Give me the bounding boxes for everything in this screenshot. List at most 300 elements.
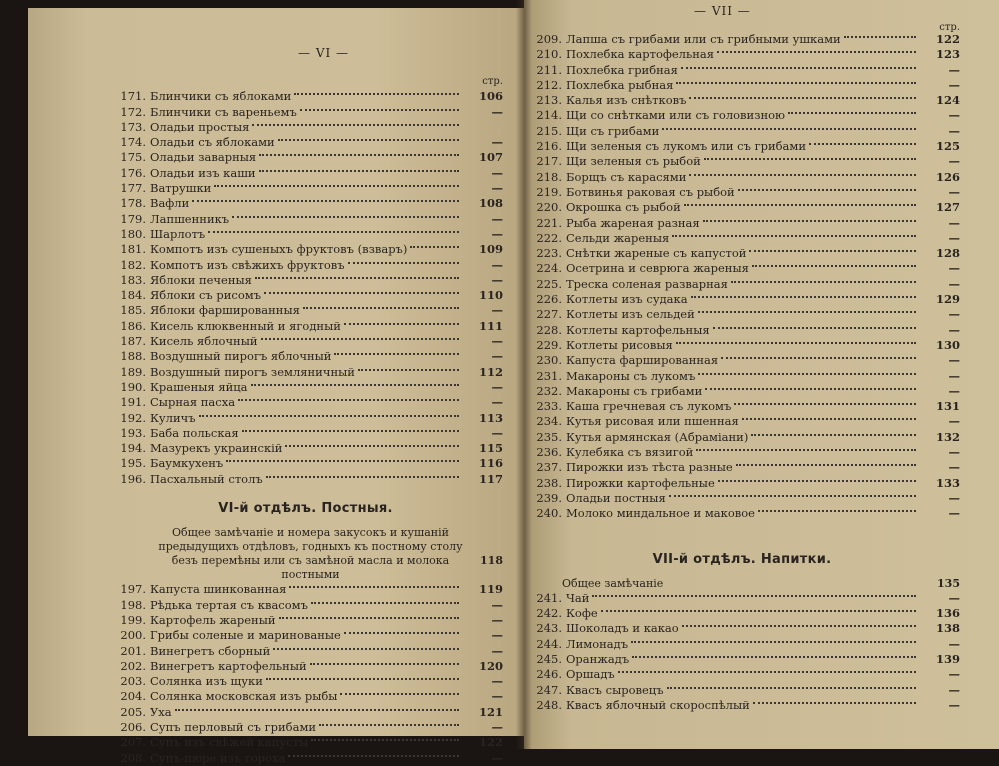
item-title: Оршадъ — [566, 667, 615, 682]
item-page: 123 — [935, 47, 960, 62]
dot-leader — [266, 678, 459, 680]
dot-leader — [684, 204, 916, 206]
item-page: — — [948, 230, 960, 245]
item-number: 195. — [120, 456, 146, 471]
dot-leader — [734, 403, 916, 405]
list-item — [524, 491, 960, 506]
item-page: 136 — [935, 606, 960, 621]
item-title: Лимонадъ — [566, 636, 629, 651]
item-title: Котлеты картофельныя — [566, 322, 710, 337]
item-title: Макароны съ грибами — [566, 383, 703, 398]
item-number: 223. — [536, 246, 562, 261]
item-title: Уха — [150, 704, 172, 719]
item-page: — — [948, 636, 960, 651]
section-note — [524, 577, 960, 591]
list-item — [524, 307, 960, 322]
dot-leader — [689, 174, 916, 176]
dot-leader — [279, 617, 459, 619]
item-number: 236. — [536, 445, 562, 460]
item-title: Картофель жареный — [150, 612, 276, 627]
list-item — [108, 181, 503, 196]
list-item — [108, 582, 503, 597]
dot-leader — [199, 415, 459, 417]
dot-leader — [742, 418, 916, 420]
list-item — [524, 185, 960, 200]
item-title: Супъ-пюре изъ гороха — [150, 750, 286, 765]
item-number: 233. — [536, 399, 562, 414]
item-page: 113 — [478, 410, 503, 425]
dot-leader — [731, 281, 916, 283]
list-item — [524, 430, 960, 445]
dot-leader — [691, 296, 916, 298]
list-item — [108, 472, 503, 487]
list-item — [524, 78, 960, 93]
item-page: — — [491, 104, 503, 119]
item-title: Воздушный пирогъ яблочный — [150, 349, 332, 364]
dot-leader — [300, 109, 459, 111]
item-title: Оладьи простыя — [150, 119, 250, 134]
item-page: 109 — [478, 242, 503, 257]
item-number: 231. — [536, 368, 562, 383]
list-item — [524, 323, 960, 338]
item-title: Кутья армянская (Абраміани) — [566, 429, 749, 444]
item-number: 174. — [120, 135, 146, 150]
list-item — [108, 227, 503, 242]
item-title: Сырная пасха — [150, 395, 236, 410]
dot-leader — [294, 93, 459, 95]
item-page: — — [948, 460, 960, 475]
item-title: Каша гречневая съ лукомъ — [566, 399, 732, 414]
dot-leader — [753, 702, 916, 704]
item-number: 173. — [120, 119, 146, 134]
list-item — [524, 231, 960, 246]
list-item — [108, 720, 503, 735]
list-item — [108, 659, 503, 674]
item-page: 133 — [935, 475, 960, 490]
item-title: Лапшенникъ — [150, 211, 230, 226]
item-number: 214. — [536, 108, 562, 123]
list-item — [108, 303, 503, 318]
item-page: — — [948, 276, 960, 291]
item-number: 229. — [536, 337, 562, 352]
item-title: Котлеты рисовыя — [566, 337, 673, 352]
list-item — [108, 273, 503, 288]
item-title: Капуста фаршированная — [566, 353, 719, 368]
item-number: 208. — [120, 750, 146, 765]
item-title: Грибы соленые и маринованые — [150, 628, 341, 643]
list-item — [524, 93, 960, 108]
dot-leader — [311, 602, 459, 604]
page-number: — VII — — [694, 4, 751, 18]
list-item — [108, 319, 503, 334]
item-title: Кисель яблочный — [150, 334, 258, 349]
dot-leader — [259, 170, 459, 172]
list-item — [108, 150, 503, 165]
item-number: 226. — [536, 292, 562, 307]
dot-leader — [844, 36, 916, 38]
list-item — [524, 124, 960, 139]
dot-leader — [242, 430, 459, 432]
list-item — [524, 683, 960, 698]
item-title: Супъ перловый съ грибами — [150, 719, 317, 734]
page-col-header: стр. — [939, 22, 960, 33]
dot-leader — [618, 671, 916, 673]
item-number: 172. — [120, 104, 146, 119]
item-title: Яблоки фаршированныя — [150, 303, 300, 318]
dot-leader — [289, 586, 459, 588]
item-page: 139 — [935, 651, 960, 666]
item-number: 191. — [120, 395, 146, 410]
item-page: 132 — [935, 429, 960, 444]
item-title: Квасъ сыровецъ — [566, 682, 664, 697]
item-page: — — [491, 349, 503, 364]
item-number: 188. — [120, 349, 146, 364]
dot-leader — [758, 510, 916, 512]
item-title: Борщъ съ карасями — [566, 169, 687, 184]
item-title: Оладьи съ яблоками — [150, 135, 275, 150]
dot-leader — [676, 82, 916, 84]
list-item — [108, 365, 503, 380]
item-title: Рыба жареная разная — [566, 215, 700, 230]
list-item — [524, 414, 960, 429]
dot-leader — [238, 399, 459, 401]
dot-leader — [344, 323, 459, 325]
list-item — [524, 445, 960, 460]
page-number: — VI — — [298, 46, 350, 60]
item-number: 175. — [120, 150, 146, 165]
item-number: 245. — [536, 651, 562, 666]
list-item — [524, 399, 960, 414]
list-item — [108, 674, 503, 689]
item-number: 183. — [120, 272, 146, 287]
item-number: 197. — [120, 582, 146, 597]
note-text: Общее замѣчаніе — [562, 576, 664, 590]
dot-leader — [749, 250, 916, 252]
list-item — [108, 426, 503, 441]
list-item — [108, 212, 503, 227]
item-page: — — [948, 123, 960, 138]
item-page: — — [491, 425, 503, 440]
list-item — [524, 32, 960, 47]
item-title: Ботвинья раковая съ рыбой — [566, 184, 735, 199]
item-page: — — [491, 597, 503, 612]
item-page: — — [491, 395, 503, 410]
item-title: Супъ изъ свѣжей капусты — [150, 735, 309, 750]
item-page: — — [948, 506, 960, 521]
dot-leader — [662, 128, 916, 130]
item-number: 202. — [120, 658, 146, 673]
item-page: — — [948, 307, 960, 322]
item-page: — — [491, 750, 503, 765]
item-title: Вафли — [150, 196, 190, 211]
item-page: — — [491, 303, 503, 318]
item-number: 244. — [536, 636, 562, 651]
dot-leader — [713, 327, 916, 329]
dot-leader — [788, 112, 916, 114]
dot-leader — [698, 373, 916, 375]
item-title: Лапша съ грибами или съ грибными ушками — [566, 32, 841, 46]
dot-leader — [310, 663, 459, 665]
list-item — [108, 441, 503, 456]
dot-leader — [601, 610, 916, 612]
item-title: Оладьи изъ каши — [150, 165, 256, 180]
item-number: 225. — [536, 276, 562, 291]
item-page: — — [491, 643, 503, 658]
item-number: 243. — [536, 621, 562, 636]
dot-leader — [259, 154, 459, 156]
item-title: Куличъ — [150, 410, 196, 425]
item-title: Винегретъ сборный — [150, 643, 271, 658]
list-item — [524, 200, 960, 215]
list-item — [524, 170, 960, 185]
item-page: 121 — [478, 704, 503, 719]
dot-leader — [334, 353, 459, 355]
item-page: 127 — [935, 200, 960, 215]
item-title: Блинчики съ вареньемъ — [150, 104, 297, 119]
dot-leader — [255, 277, 459, 279]
list-item — [108, 613, 503, 628]
dot-leader — [718, 480, 916, 482]
item-page: — — [491, 719, 503, 734]
item-title: Ватрушки — [150, 181, 212, 196]
item-title: Баба польская — [150, 425, 239, 440]
item-number: 201. — [120, 643, 146, 658]
item-number: 184. — [120, 288, 146, 303]
item-title: Квасъ яблочный скороспѣлый — [566, 697, 750, 712]
list-item — [108, 242, 503, 257]
item-title: Блинчики съ яблоками — [150, 89, 292, 104]
item-title: Щи со снѣтками или съ головизною — [566, 108, 786, 123]
item-title: Компотъ изъ сушеныхъ фруктовъ (взваръ) — [150, 242, 408, 257]
item-page: — — [948, 353, 960, 368]
item-number: 177. — [120, 181, 146, 196]
item-number: 181. — [120, 242, 146, 257]
item-page: 122 — [935, 32, 960, 46]
section-title: VI-й отдѣлъ. Постныя. — [218, 501, 393, 517]
dot-leader — [252, 124, 459, 126]
page-col-header: стр. — [482, 76, 503, 87]
toc-column — [524, 20, 960, 713]
item-page: — — [491, 379, 503, 394]
dot-leader — [319, 724, 459, 726]
item-number: 242. — [536, 606, 562, 621]
dot-leader — [192, 200, 459, 202]
list-item — [108, 411, 503, 426]
item-page: 106 — [478, 89, 503, 104]
item-title: Сельди жареныя — [566, 230, 670, 245]
item-title: Похлебка рыбная — [566, 77, 674, 92]
dot-leader — [208, 231, 459, 233]
item-page: — — [491, 226, 503, 241]
item-page: — — [491, 689, 503, 704]
item-page: — — [491, 674, 503, 689]
item-title: Оранжадъ — [566, 651, 630, 666]
list-item — [108, 395, 503, 410]
dot-leader — [348, 262, 459, 264]
item-number: 194. — [120, 441, 146, 456]
item-number: 207. — [120, 735, 146, 750]
list-item — [108, 644, 503, 659]
dot-leader — [676, 342, 916, 344]
list-item — [524, 621, 960, 636]
item-number: 176. — [120, 165, 146, 180]
dot-leader — [632, 656, 916, 658]
item-number: 199. — [120, 612, 146, 627]
list-item — [108, 735, 503, 750]
item-number: 237. — [536, 460, 562, 475]
item-title: Котлеты изъ сельдей — [566, 307, 695, 322]
item-number: 189. — [120, 364, 146, 379]
item-number: 221. — [536, 215, 562, 230]
item-number: 227. — [536, 307, 562, 322]
list-item — [108, 628, 503, 643]
column-header-row — [108, 74, 503, 89]
dot-leader — [751, 434, 916, 436]
item-title: Макароны съ лукомъ — [566, 368, 696, 383]
item-title: Солянка московская изъ рыбы — [150, 689, 338, 704]
list-item — [524, 246, 960, 261]
item-title: Компотъ изъ свѣжихъ фруктовъ — [150, 257, 345, 272]
item-number: 234. — [536, 414, 562, 429]
item-title: Треска соленая разварная — [566, 276, 728, 291]
item-page: — — [491, 334, 503, 349]
item-page: — — [948, 77, 960, 92]
note-page: 135 — [937, 576, 960, 590]
item-number: 179. — [120, 211, 146, 226]
item-number: 203. — [120, 674, 146, 689]
list-item — [524, 292, 960, 307]
item-number: 186. — [120, 318, 146, 333]
item-number: 216. — [536, 139, 562, 154]
right-page — [524, 0, 999, 749]
item-number: 178. — [120, 196, 146, 211]
dot-leader — [232, 216, 459, 218]
item-number: 193. — [120, 425, 146, 440]
list-item — [524, 139, 960, 154]
list-item — [524, 476, 960, 491]
item-number: 180. — [120, 226, 146, 241]
item-title: Пирожки картофельные — [566, 475, 715, 490]
dot-leader — [669, 495, 916, 497]
item-number: 211. — [536, 62, 562, 77]
item-title: Капуста шинкованная — [150, 582, 287, 597]
list-item — [524, 637, 960, 652]
dot-leader — [175, 709, 459, 711]
dot-leader — [809, 143, 916, 145]
dot-leader — [266, 476, 459, 478]
dot-leader — [736, 464, 916, 466]
item-number: 171. — [120, 89, 146, 104]
list-item — [524, 338, 960, 353]
item-number: 192. — [120, 410, 146, 425]
item-title: Щи зеленыя съ лукомъ или съ грибами — [566, 139, 807, 154]
list-item — [108, 89, 503, 104]
list-item — [524, 506, 960, 521]
item-title: Шарлотъ — [150, 226, 206, 241]
dot-leader — [698, 311, 916, 313]
item-page: — — [948, 62, 960, 77]
list-item — [108, 135, 503, 150]
dot-leader — [592, 595, 916, 597]
item-page: — — [948, 383, 960, 398]
dot-leader — [214, 185, 459, 187]
list-item — [524, 154, 960, 169]
item-title: Яблоки съ рисомъ — [150, 288, 262, 303]
item-page: — — [948, 322, 960, 337]
list-item — [524, 667, 960, 682]
item-number: 213. — [536, 93, 562, 108]
dot-leader — [303, 307, 459, 309]
list-item — [108, 456, 503, 471]
item-page: 131 — [935, 399, 960, 414]
list-item — [524, 63, 960, 78]
item-page: 138 — [935, 621, 960, 636]
item-page: 111 — [478, 318, 503, 333]
dot-leader — [705, 388, 916, 390]
item-page: — — [948, 215, 960, 230]
item-number: 206. — [120, 719, 146, 734]
list-item — [524, 47, 960, 62]
list-item — [108, 120, 503, 135]
item-number: 204. — [120, 689, 146, 704]
item-number: 205. — [120, 704, 146, 719]
item-title: Солянка изъ щуки — [150, 674, 263, 689]
item-page: 112 — [478, 364, 503, 379]
section-note — [108, 526, 503, 582]
list-item — [524, 261, 960, 276]
list-item — [524, 606, 960, 621]
item-number: 241. — [536, 590, 562, 605]
item-title: Окрошка съ рыбой — [566, 200, 681, 215]
dot-leader — [721, 357, 916, 359]
item-title: Кутья рисовая или пшенная — [566, 414, 739, 429]
item-title: Воздушный пирогъ земляничный — [150, 364, 355, 379]
item-page: — — [948, 697, 960, 712]
note-page: 118 — [480, 554, 503, 568]
dot-leader — [682, 625, 916, 627]
item-page: 116 — [478, 456, 503, 471]
item-page: 119 — [478, 582, 503, 597]
item-page: 124 — [935, 93, 960, 108]
item-number: 232. — [536, 383, 562, 398]
item-number: 190. — [120, 379, 146, 394]
item-page: — — [491, 181, 503, 196]
dot-leader — [251, 384, 459, 386]
list-item — [524, 591, 960, 606]
list-item — [108, 196, 503, 211]
dot-leader — [264, 292, 459, 294]
list-item — [524, 384, 960, 399]
list-item — [108, 705, 503, 720]
item-title: Кофе — [566, 606, 598, 621]
item-number: 230. — [536, 353, 562, 368]
dot-leader — [681, 67, 916, 69]
dot-leader — [226, 460, 459, 462]
item-title: Крашеныя яйца — [150, 379, 248, 394]
list-item — [108, 349, 503, 364]
item-number: 248. — [536, 697, 562, 712]
item-number: 235. — [536, 429, 562, 444]
item-page: 120 — [478, 658, 503, 673]
list-item — [524, 353, 960, 368]
item-title: Калья изъ снѣтковъ — [566, 93, 687, 108]
item-title: Кисель клюквенный и ягодный — [150, 318, 341, 333]
item-page: — — [948, 368, 960, 383]
item-page: 122 — [478, 735, 503, 750]
list-item — [524, 698, 960, 713]
item-number: 246. — [536, 667, 562, 682]
item-number: 182. — [120, 257, 146, 272]
